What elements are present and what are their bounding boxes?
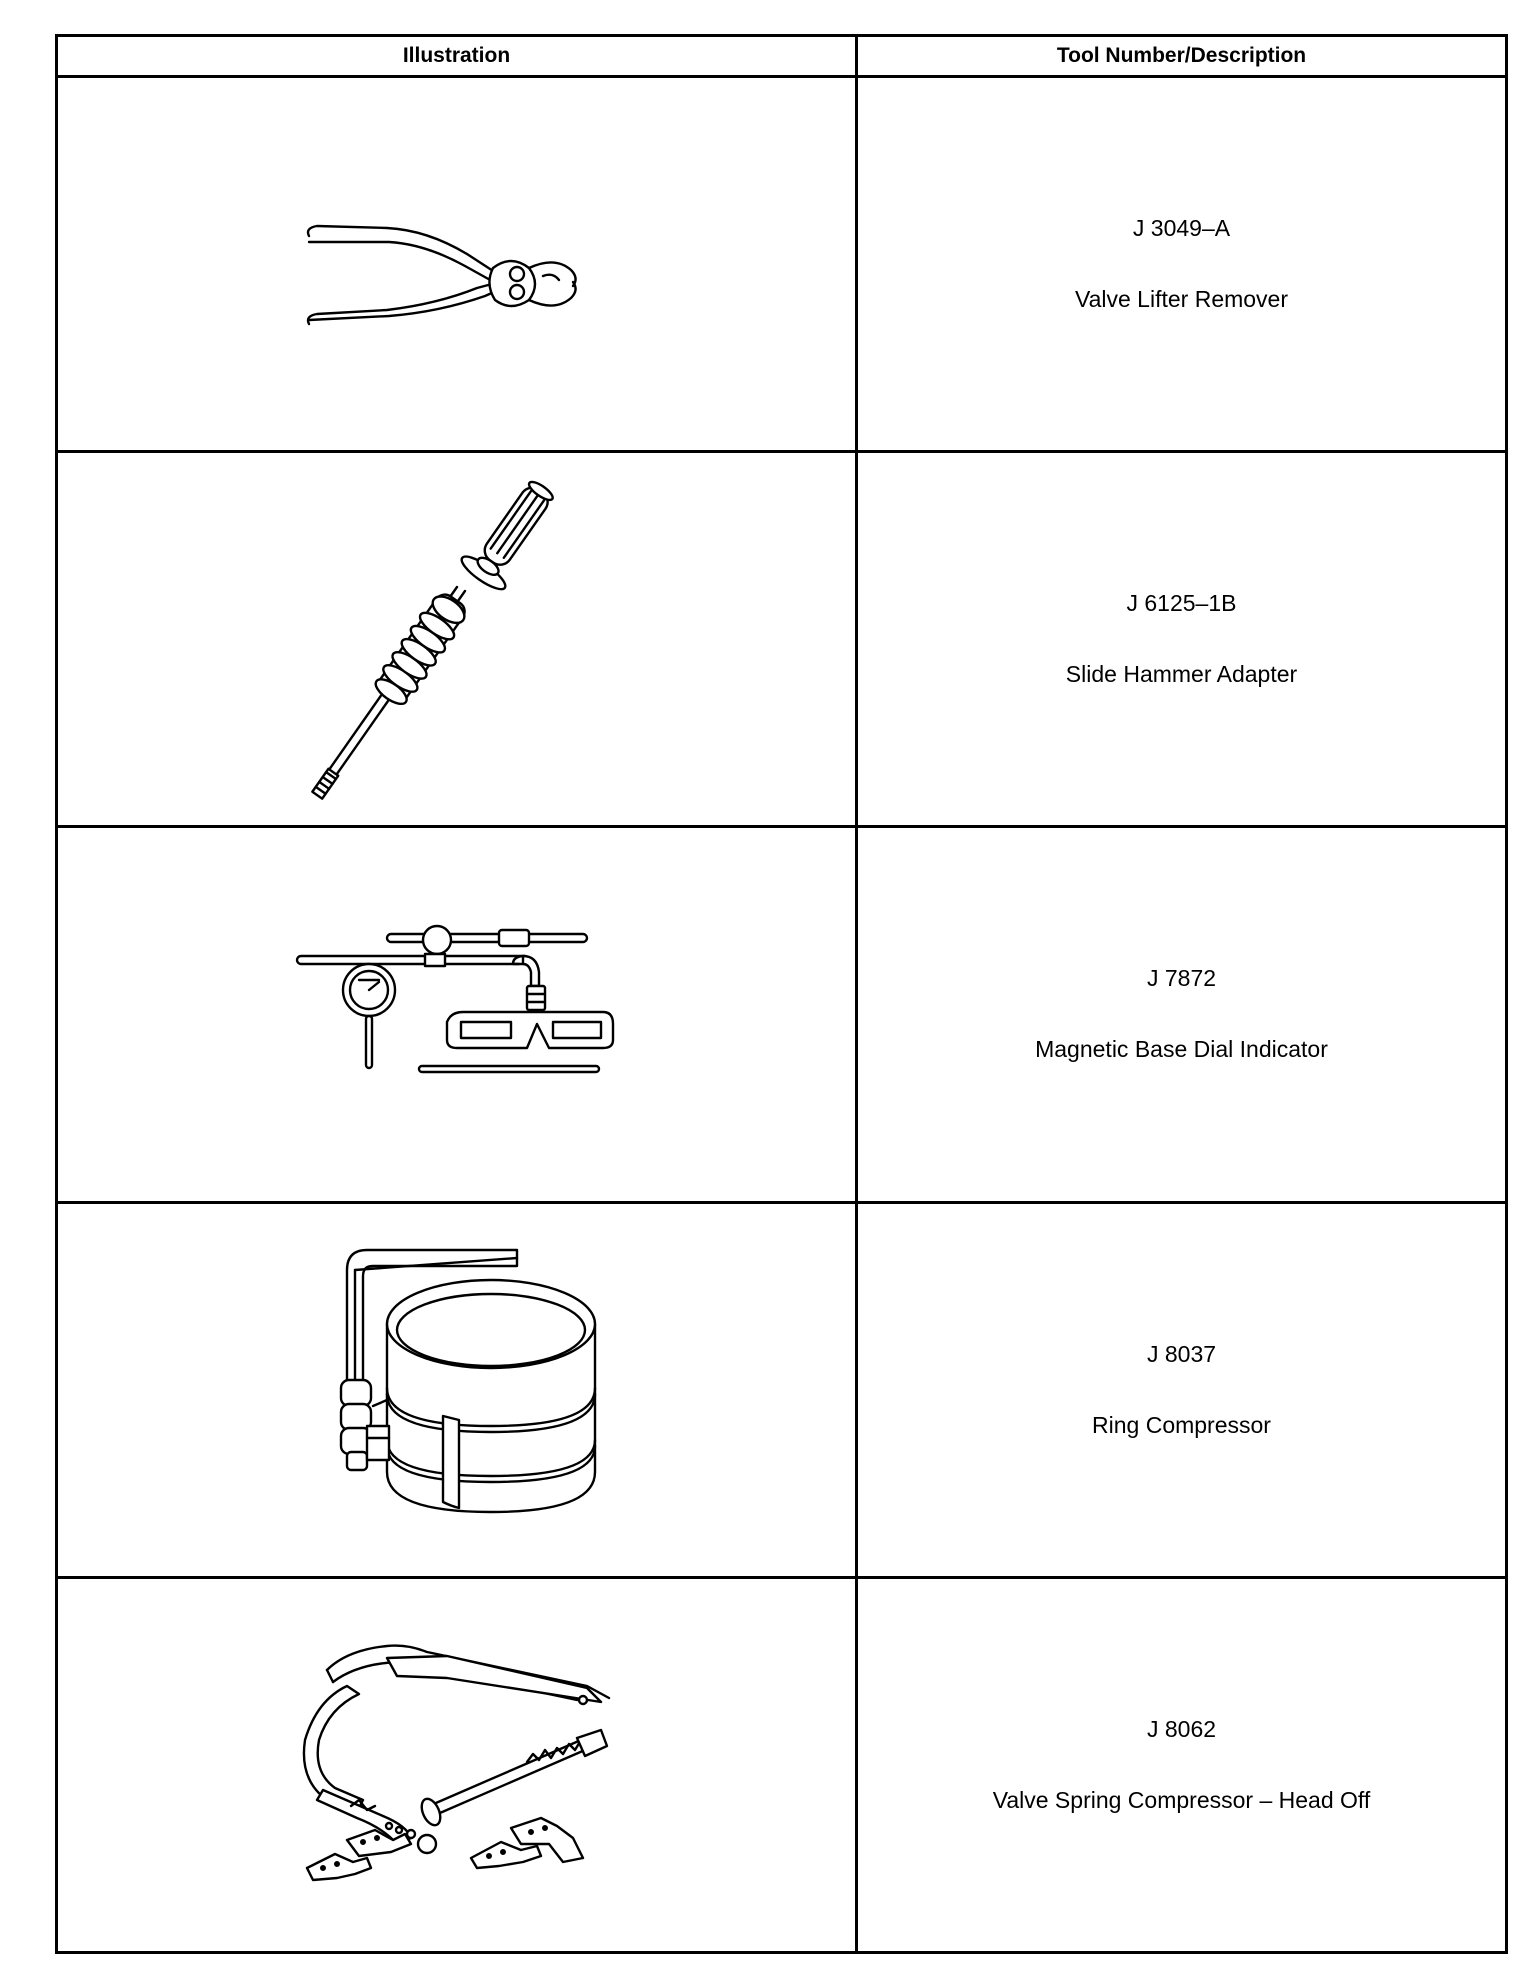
ring-compressor-icon: [307, 1240, 607, 1540]
description-cell: [857, 1577, 1507, 1952]
slide-hammer-icon: [297, 469, 617, 809]
tool-description: Ring Compressor: [1092, 1411, 1271, 1438]
table-row: [57, 1202, 1507, 1577]
description-cell: [857, 827, 1507, 1202]
tool-description: Valve Lifter Remover: [1074, 286, 1289, 313]
table-row: [57, 77, 1507, 452]
illustration-cell: [57, 452, 857, 827]
valve-spring-compressor-icon: [287, 1630, 627, 1900]
tool-description: Slide Hammer Adapter: [1065, 661, 1298, 688]
description-cell: [857, 452, 1507, 827]
table-row: [57, 827, 1507, 1202]
header-tool-description: Tool Number/Description: [857, 36, 1507, 77]
table-row: [57, 452, 1507, 827]
header-illustration: Illustration: [57, 36, 857, 77]
illustration-cell: [57, 1577, 857, 1952]
table-row: [57, 1577, 1507, 1952]
tool-table: [55, 34, 1508, 1954]
dial-indicator-icon: [287, 924, 627, 1104]
tool-description: Magnetic Base Dial Indicator: [1035, 1036, 1328, 1063]
illustration-cell: [57, 1202, 857, 1577]
illustration-cell: [57, 827, 857, 1202]
tool-number: J 8037: [1146, 1340, 1217, 1367]
tool-number: J 7872: [1146, 965, 1217, 992]
description-cell: [857, 1202, 1507, 1577]
tool-number: J 8062: [1146, 1715, 1217, 1742]
tool-number: J 3049–A: [1132, 215, 1231, 242]
tool-description: Valve Spring Compressor – Head Off: [992, 1786, 1371, 1813]
tool-number: J 6125–1B: [1126, 590, 1237, 617]
description-cell: [857, 77, 1507, 452]
illustration-cell: [57, 77, 857, 452]
table-header-row: [57, 36, 1507, 77]
pliers-icon: [297, 184, 617, 344]
